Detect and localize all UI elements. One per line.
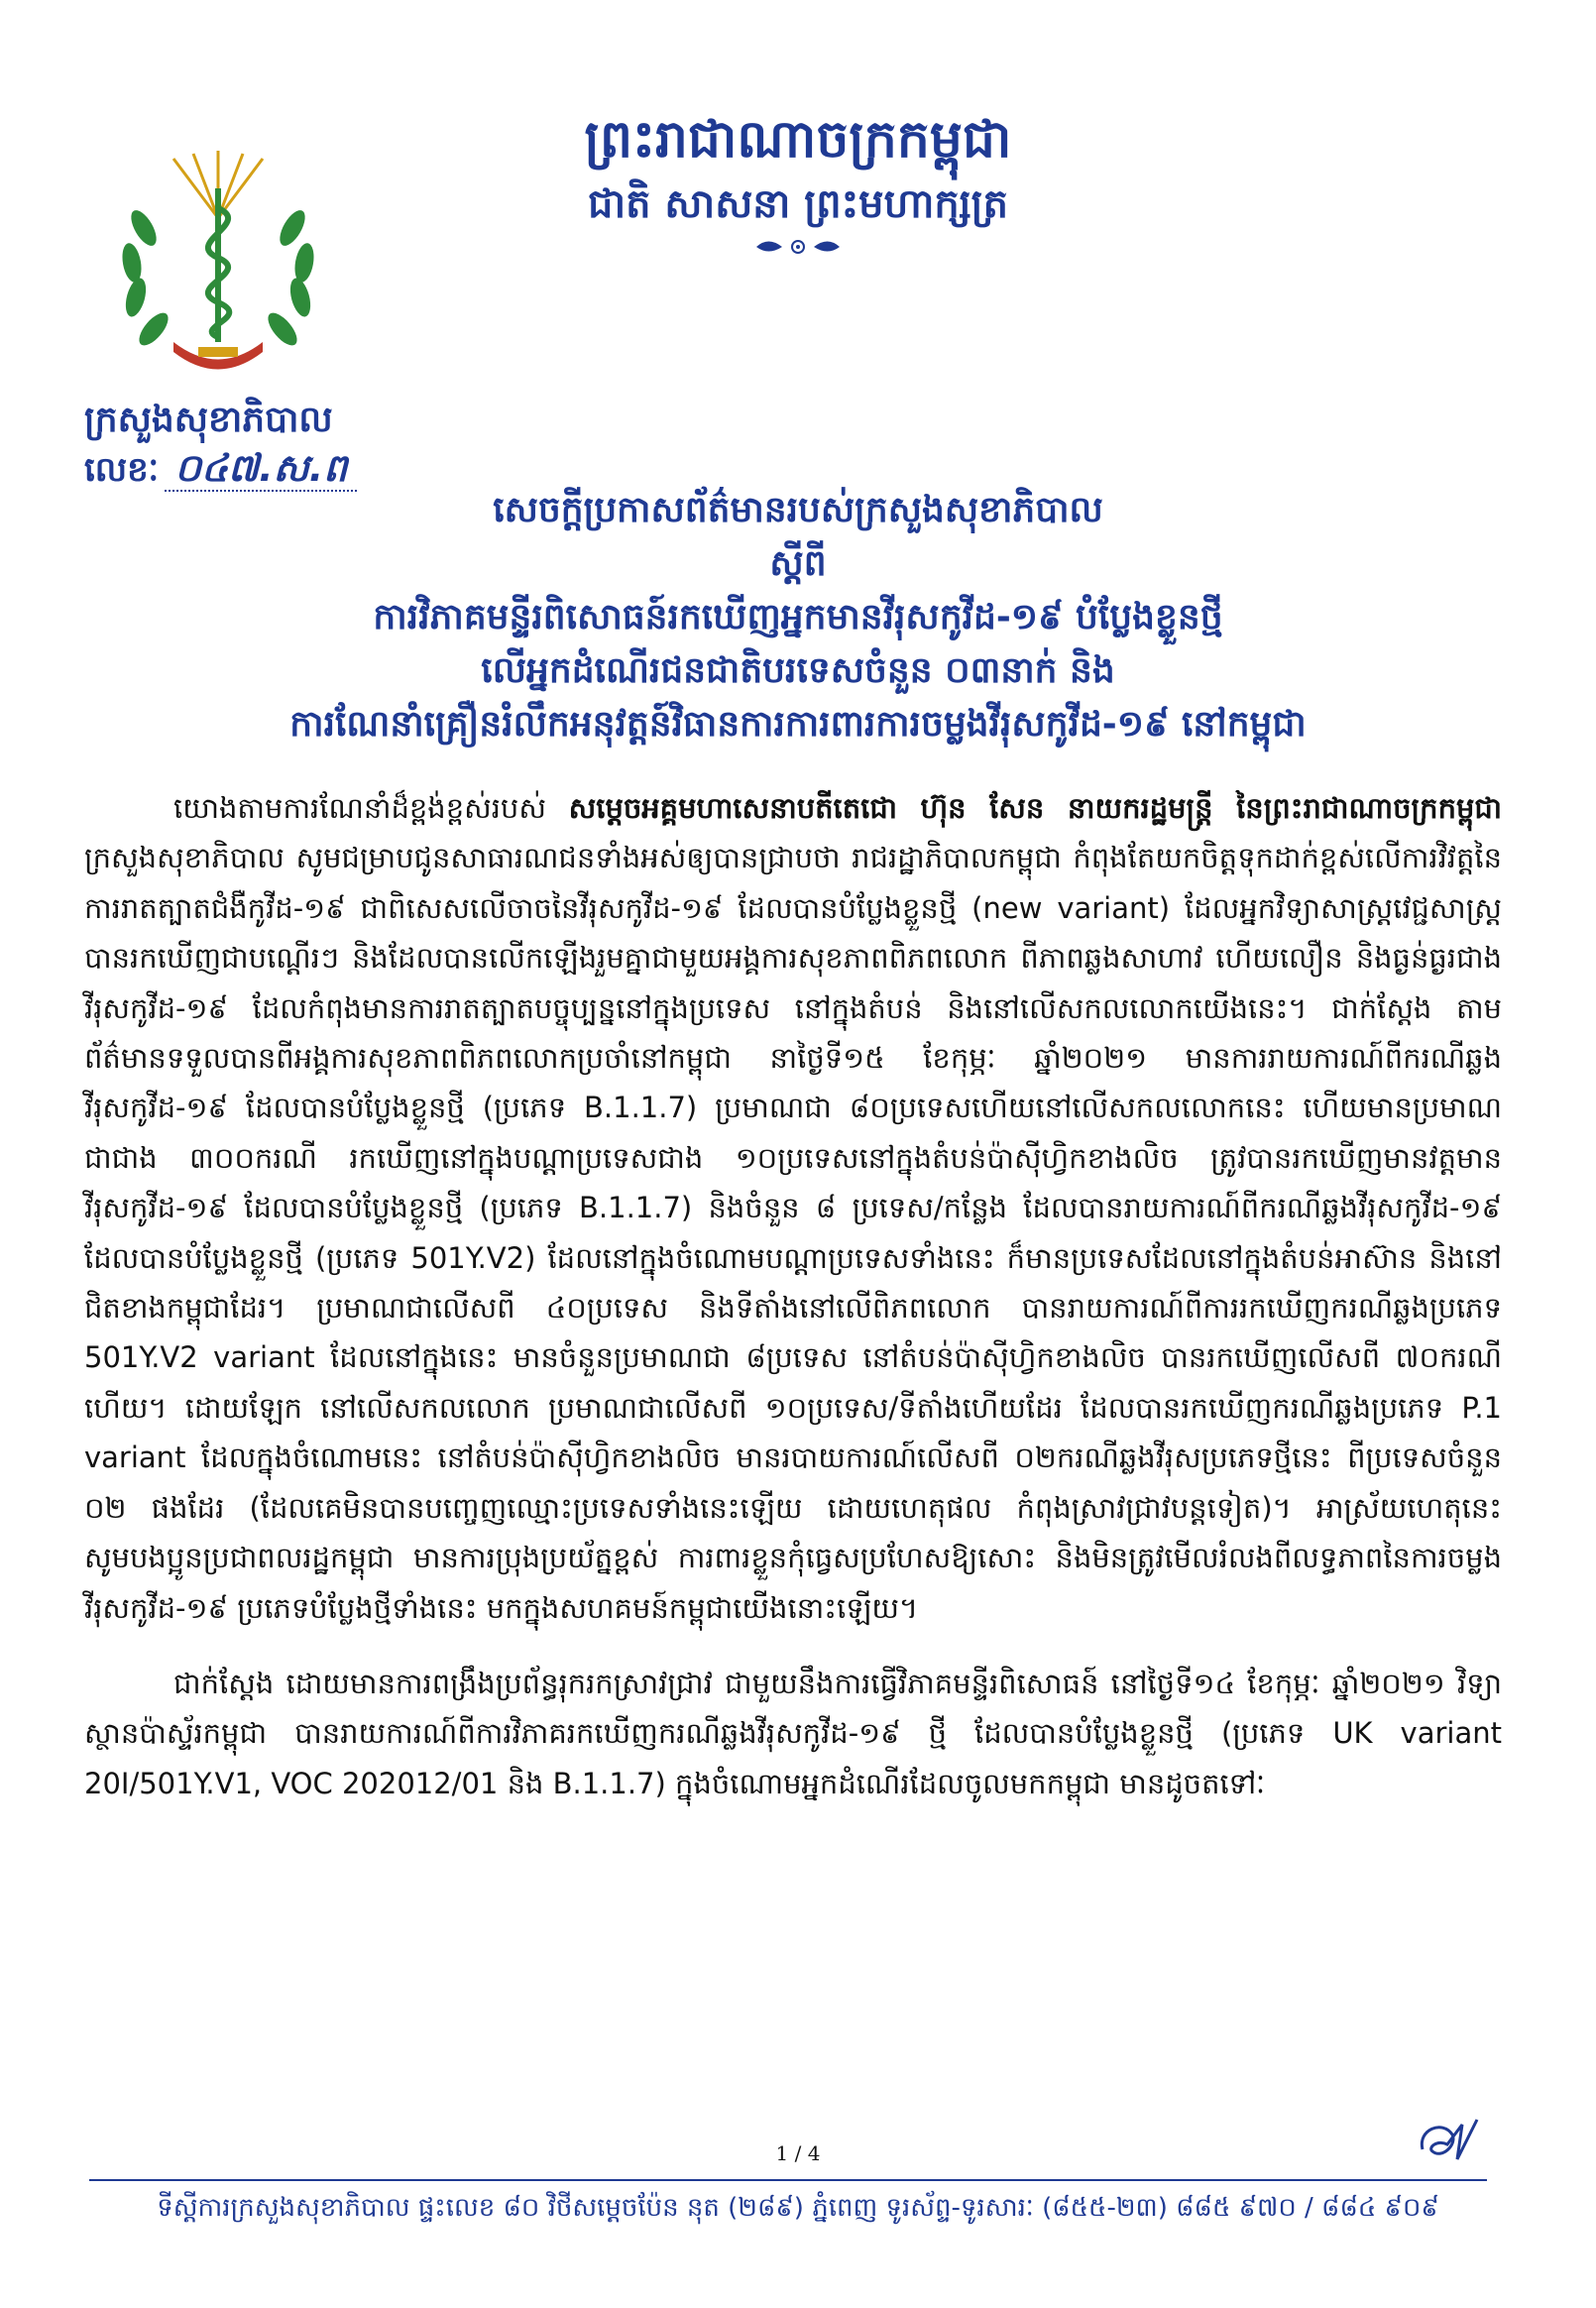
document-title — [119, 484, 1477, 751]
paragraph-1-lead: យោងតាមការណែនាំដ៏ខ្ពង់ខ្ពស់របស់ — [173, 791, 546, 825]
title-line-3: ការវិភាគមន្ទីរពិសោធន៍រកឃើញអ្នកមានវីរុសកូវីដ-១៩ បំប្លែងខ្លួនថ្មី — [373, 597, 1223, 637]
paragraph-2 — [84, 1659, 1502, 1808]
title-line-4: លើអ្នកដំណើរជនជាតិបរទេសចំនួន ០៣នាក់ និង — [481, 650, 1115, 691]
national-motto: ជាតិ សាសនា ព្រះមហាក្សត្រ — [588, 180, 1008, 227]
title-line-1: សេចក្តីប្រកាសព័ត៌មានរបស់ក្រសួងសុខាភិបាល — [493, 490, 1103, 530]
paragraph-2-text: ជាក់ស្តែង ដោយមានការពង្រឹងប្រព័ន្ធរុករកស្រាវជ្រាវ ជាមួយនឹងការធ្វើវិភាគមន្ទីរពិសោធន៍ នៅថ្ងៃទី១៤ ខែកុម្ភៈ ឆ្នាំ២០២១ វិទ្យាស្ថានប៉ាស្ទ័រកម្ពុជា បានរាយការណ៍ពីការវិភាគរកឃើញករណីឆ្លងវីរុសកូវីដ-១៩ ថ្មី ដែលបានបំប្លែងខ្លួនថ្មី (ប្រភេទ UK variant 20I/501Y.V1, VOC 202012/01 និង B.1.1.7) ក្នុងចំណោមអ្នកដំណើរដែលចូលមកកម្ពុជា មានដូចតទៅៈ — [84, 1666, 1502, 1800]
ministry-emblem-logo — [104, 149, 332, 387]
page-number: 1 / 4 — [775, 2141, 821, 2165]
ministry-name: ក្រសួងសុខាភិបាល — [84, 400, 333, 440]
footer-address: ទីស្តីការក្រសួងសុខាភិបាល ផ្ទះលេខ ៨០ វិថីសម្តេចប៉ែន នុត (២៨៩) ភ្នំពេញ ទូរស័ព្ទ-ទូរសារៈ (៨៥៥-២៣) ៨៨៥ ៩៧០ / ៨៨៤ ៩០៩ — [157, 2193, 1439, 2223]
reference-number: ០៤៧.ស.ព — [165, 446, 357, 492]
kingdom-heading: ព្រះរាជាណាចក្រកម្ពុជា — [584, 109, 1012, 170]
title-line-2: ស្តីពី — [769, 543, 827, 584]
signature-initial — [1413, 2110, 1492, 2169]
title-line-5: ការណែនាំគ្រឿនរំលឹកអនុវត្តន៍វិធានការការពារការចម្លងវីរុសកូវីដ-១៩ នៅកម្ពុជា — [289, 704, 1307, 745]
reference-label: លេខៈ — [84, 450, 160, 490]
paragraph-1 — [84, 783, 1502, 1633]
paragraph-1-strong: សម្តេចអគ្គមហាសេនាបតីតេជោ ហ៊ុន សែន នាយករដ្ឋមន្ត្រី នៃព្រះរាជាណាចក្រកម្ពុជា — [568, 791, 1502, 825]
document-body — [84, 783, 1502, 1808]
paragraph-1-rest: ក្រសួងសុខាភិបាល សូមជម្រាបជូនសាធារណជនទាំងអស់ឲ្យបានជ្រាបថា រាជរដ្ឋាភិបាលកម្ពុជា កំពុងតែយកចិត្តទុកដាក់ខ្ពស់លើការវិវត្តនៃការរាតត្បាតជំងឺកូវីដ-១៩ ជាពិសេសលើចាចនៃវីរុសកូវីដ-១៩ ដែលបានបំប្លែងខ្លួនថ្មី (new variant) ដែលអ្នកវិទ្យាសាស្ត្រវេជ្ជសាស្ត្រ បានរកឃើញជាបណ្តើរៗ និងដែលបានលើកឡើងរួមគ្នាជាមួយអង្គការសុខភាពពិភពលោក ពីភាពឆ្លងសាហាវ ហើយលឿន និងធ្ងន់ធ្ងរជាងវីរុសកូវីដ-១៩ ដែលកំពុងមានការរាតត្បាតបច្ចុប្បន្ននៅក្នុងប្រទេស នៅក្នុងតំបន់ និងនៅលើសកលលោកយើងនេះ។ ជាក់ស្តែង តាមព័ត៌មានទទួលបានពីអង្គការសុខភាពពិភពលោកប្រចាំនៅកម្ពុជា នាថ្ងៃទី១៥ ខែកុម្ភៈ ឆ្នាំ២០២១ មានការរាយការណ៍ពីករណីឆ្លងវីរុសកូវីដ-១៩ ដែលបានបំប្លែងខ្លួនថ្មី (ប្រភេទ B.1.1.7) ប្រមាណជា ៨០ប្រទេសហើយនៅលើសកលលោកនេះ ហើយមានប្រមាណជាជាង ៣០០ករណី រកឃើញនៅក្នុងបណ្តាប្រទេសជាង ១០ប្រទេសនៅក្នុងតំបន់ប៉ាស៊ីហ្វិកខាងលិច ត្រូវបានរកឃើញមានវត្តមានវីរុសកូវីដ-១៩ ដែលបានបំប្លែងខ្លួនថ្មី (ប្រភេទ B.1.1.7) និងចំនួន ៨ ប្រទេស/កន្លែង ដែលបានរាយការណ៍ពីករណីឆ្លងវីរុសកូវីដ-១៩ ដែលបានបំប្លែងខ្លួនថ្មី (ប្រភេទ 501Y.V2) ដែលនៅក្នុងចំណោមបណ្តាប្រទេសទាំងនេះ ក៏មានប្រទេសដែលនៅក្នុងតំបន់អាស៊ាន និងនៅជិតខាងកម្ពុជាដែរ។ ប្រមាណជាលើសពី ៤០ប្រទេស និងទីតាំងនៅលើពិភពលោក បានរាយការណ៍ពីការរកឃើញករណីឆ្លងប្រភេទ 501Y.V2 variant ដែលនៅក្នុងនេះ មានចំនួនប្រមាណជា ៨ប្រទេស នៅតំបន់ប៉ាស៊ីហ្វិកខាងលិច បានរកឃើញលើសពី ៧០ករណីហើយ។ ដោយឡែក នៅលើសកលលោក ប្រមាណជាលើសពី ១០ប្រទេស/ទីតាំងហើយដែរ ដែលបានរកឃើញករណីឆ្លងប្រភេទ P.1 variant ដែលក្នុងចំណោមនេះ នៅតំបន់ប៉ាស៊ីហ្វិកខាងលិច មានរបាយការណ៍លើសពី ០២ករណីឆ្លងវីរុសប្រភេទថ្មីនេះ ពីប្រទេសចំនួន ០២ ផងដែរ (ដែលគេមិនបានបញ្ចេញឈ្មោះប្រទេសទាំងនេះឡើយ ដោយហេតុផល កំពុងស្រាវជ្រាវបន្តទៀត)។ អាស្រ័យហេតុនេះ សូមបងប្អូនប្រជាពលរដ្ឋកម្ពុជា មានការប្រុងប្រយ័ត្នខ្ពស់ ការពារខ្លួនកុំធ្វេសប្រហែសឱ្យសោះ និងមិនត្រូវមើលរំលងពីលទ្ធភាពនៃការចម្លងវីរុសកូវីដ-១៩ ប្រភេទបំប្លែងថ្មីទាំងនេះ មកក្នុងសហគមន៍កម្ពុជាយើងនោះឡើយ។ — [84, 841, 1502, 1625]
ornament-divider-icon — [748, 234, 848, 260]
footer-divider — [89, 2179, 1487, 2181]
